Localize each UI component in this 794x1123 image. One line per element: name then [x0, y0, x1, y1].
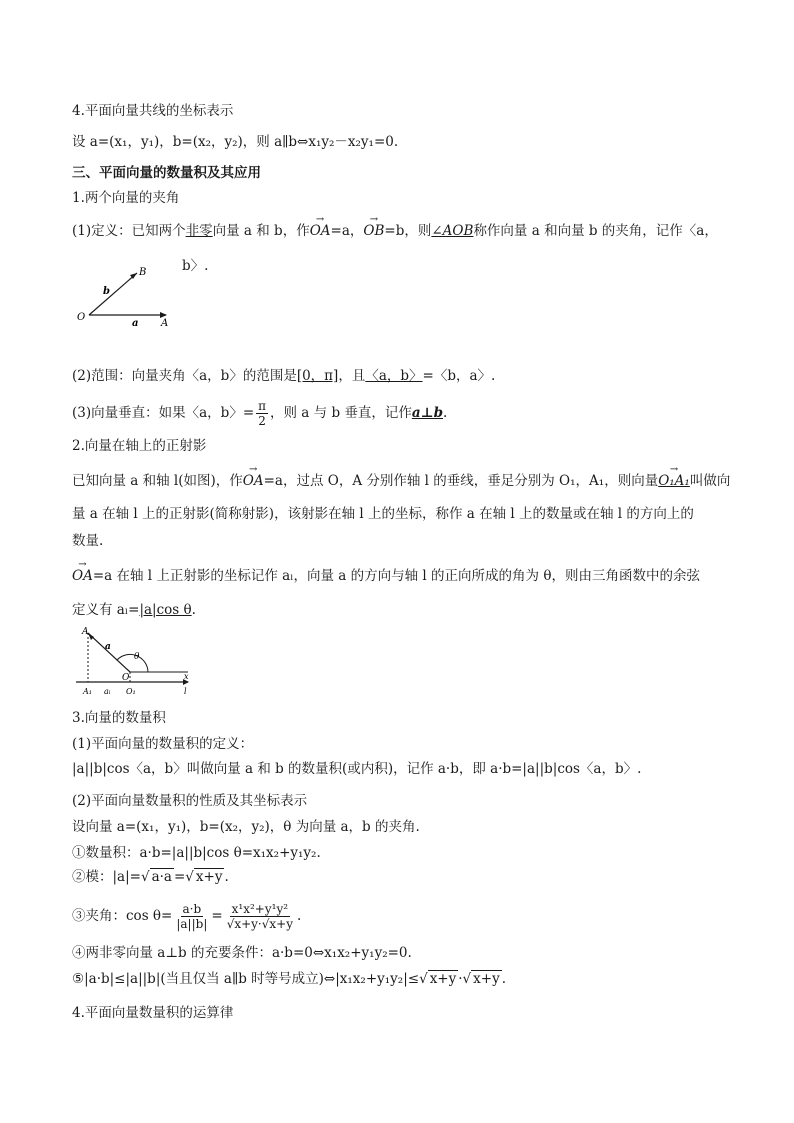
fig2-label-al: aₗ [104, 687, 111, 696]
cauchy-inequality: ⑤|a·b|≤|a||b|(当且仅当 a∥b 时等号成立)⇔|x₁x₂+y₁y₂|≤√ x+y ·√ x+y . [72, 971, 507, 987]
perp-mid: ，则 a 与 b 垂直，记作 [270, 405, 412, 421]
dot-formula: ①数量积：a·b=|a||b|cos θ=x₁x₂+y₁y₂. [72, 845, 321, 861]
projection-blank: |a|cos θ [139, 602, 192, 618]
fig2-label-x: x [184, 672, 189, 681]
frac-coordinates: $\frac{\text{x¹x²+y¹y²}}{√x+y\cdot√x+y}$ [226, 902, 293, 931]
projection-line-4: → OA=a 在轴 l 上正射影的坐标记作 aₗ，向量 a 的方向与轴 l 的正向所成的角为 θ，则由三角函数中的余弦 [72, 566, 700, 586]
def-label: (1)定义：已知两个 [72, 223, 186, 239]
range-blank-2: 〈a，b〉 [365, 368, 423, 384]
def-blank-angle: ∠AOB [431, 223, 474, 239]
projection-line-2: 量 a 在轴 l 上的正射影(简称射影)，该射影在轴 l 上的坐标，称作 a 在轴 l 上的数量或在轴 l 的方向上的 [72, 506, 694, 522]
sqrt-2: √ x+y [462, 971, 500, 987]
perp-text: (3)向量垂直：如果〈a，b〉= [72, 405, 255, 421]
range-text: (2)范围：向量夹角〈a，b〉的范围是 [72, 368, 297, 384]
def-eq2: =b，则 [384, 223, 432, 239]
angle-definition [72, 221, 718, 241]
projection-line-5: 定义有 aₗ=|a|cos θ. [72, 602, 196, 618]
vector-perpendicular: (3)向量垂直：如果〈a，b〉= $\frac{\pi}{2}$ ，则 a 与 b 垂直，记作a⊥b. [72, 399, 448, 428]
dot-setup: 设向量 a=(x₁，y₁)，b=(x₂，y₂)，θ 为向量 a，b 的夹角. [72, 819, 420, 835]
fig1-label-o: O [77, 312, 86, 323]
angle-range [72, 366, 495, 386]
pi-over-2: $\frac{\pi}{2}$ [258, 399, 267, 428]
fig1-label-b-point: B [139, 267, 147, 278]
projection-line-3: 数量. [72, 533, 104, 549]
dot-def-title: (1)平面向量的数量积的定义： [72, 736, 254, 752]
fig2-label-a-vector: a [105, 642, 111, 652]
def-eq1: =a， [330, 223, 364, 239]
frac-ab-over-modab: $\frac{a\cdot b}{|a||b|}$ [176, 902, 208, 931]
dot-def-line: |a||b|cos〈a，b〉叫做向量 a 和 b 的数量积(或内积)，记作 a·b，即 a·b=|a||b|cos〈a，b〉. [72, 761, 642, 777]
vector-oa: → OA [72, 566, 93, 586]
projection-line-1: 已知向量 a 和轴 l(如图)，作→ OA=a，过点 O，A 分别作轴 l 的垂线，垂足分别为 O₁，A₁，则向量→ O₁A₁叫做向 [72, 471, 730, 491]
sqrt-a-dot-a: √ a·a [140, 869, 172, 885]
range-mid: ，且 [338, 368, 366, 384]
modulus-formula: ②模：|a|=√ a·a =√ x+y . [72, 869, 229, 885]
vector-o1a1: → O₁A₁ [658, 471, 690, 491]
operation-laws-title: 4.平面向量数量积的运算律 [72, 1005, 234, 1021]
fig1-label-a-point: A [161, 318, 169, 329]
perpendicular-condition: ④两非零向量 a⊥b 的充要条件：a·b=0⇔x₁x₂+y₁y₂=0. [72, 945, 412, 961]
collinear-formula: 设 a=(x₁，y₁)，b=(x₂，y₂)，则 a∥b⇔x₁y₂－x₂y₁=0. [72, 134, 399, 150]
fig2-label-a1: A₁ [83, 687, 92, 696]
fig2-label-theta: θ [134, 652, 140, 662]
fig2-label-a-point: A [82, 627, 89, 637]
fig1-label-b-vector: b [103, 286, 110, 297]
vector-ob: → OB [363, 221, 384, 241]
dot-product-title: 3.向量的数量积 [72, 710, 166, 726]
def-mid: 向量 a 和 b，作 [212, 223, 310, 239]
angle-figure [72, 262, 182, 336]
fig2-label-o1: O₁ [126, 687, 136, 696]
dot-props-title: (2)平面向量数量积的性质及其坐标表示 [72, 793, 308, 809]
range-blank: [0，π] [296, 368, 339, 384]
projection-title: 2.向量在轴上的正射影 [72, 438, 207, 454]
fig2-label-o: O [122, 673, 130, 683]
sqrt-1: √ x+y [419, 971, 457, 987]
angle-title: 1.两个向量的夹角 [72, 190, 180, 206]
section-4-title: 4.平面向量共线的坐标表示 [72, 103, 234, 119]
angle-cos-formula: ③夹角：cos θ= $\frac{a\cdot b}{|a||b|}$ = $\frac{\text{x¹x²+y¹y²}}{√x+y\cdot√x+y}$ . [72, 902, 302, 931]
perp-blank: a⊥b [411, 405, 444, 421]
def-blank-nonzero: 非零 [185, 223, 213, 239]
def-tail: 称作向量 a 和向量 b 的夹角，记作〈a， [473, 223, 718, 239]
vector-oa: → OA [243, 471, 264, 491]
section-3-heading: 三、平面向量的数量积及其应用 [72, 165, 261, 181]
range-end: =〈b，a〉. [422, 368, 496, 384]
sqrt-x-plus-y: √ x+y [185, 869, 223, 885]
projection-figure [72, 624, 196, 700]
fig1-label-a-vector: a [132, 318, 139, 329]
angle-definition-cont: b〉. [182, 258, 209, 274]
fig2-label-l: l [184, 687, 187, 696]
vector-oa: → OA [310, 221, 331, 241]
